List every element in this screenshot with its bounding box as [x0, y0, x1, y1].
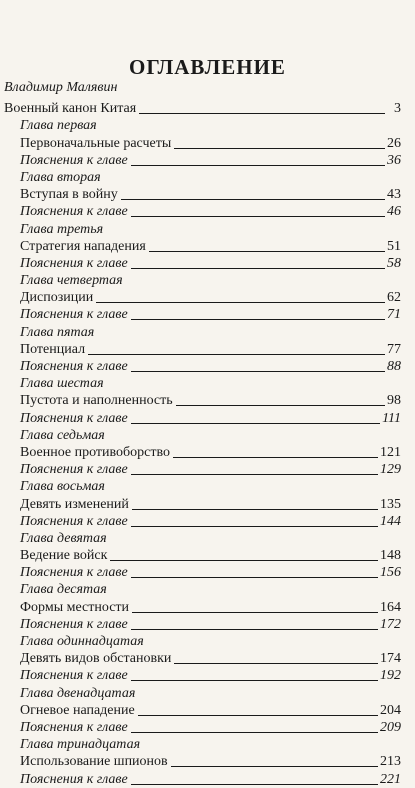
toc-entry-label: Военный канон Китая — [4, 101, 137, 117]
toc-entry-label: Ведение войск — [20, 548, 108, 564]
toc-note-entry — [0, 358, 415, 375]
toc-leader-line — [138, 715, 378, 716]
toc-entry-label: Глава двенадцатая — [20, 685, 136, 701]
toc-page-number: 43 — [387, 187, 401, 203]
toc-leader-line — [88, 354, 385, 355]
toc-entry-label: Пояснения к главе — [20, 204, 128, 220]
toc-entry-label: Пояснения к главе — [20, 719, 128, 735]
toc-chapter-entry — [0, 427, 415, 444]
toc-chapter-entry — [0, 169, 415, 186]
toc-page-number: 88 — [387, 359, 401, 374]
toc-chapter-entry — [0, 684, 415, 701]
toc-chapter-entry — [0, 117, 415, 134]
toc-page-number: 46 — [387, 204, 401, 220]
toc-entry-label: Глава первая — [20, 118, 97, 134]
toc-entry-label: Девять видов обстановки — [20, 651, 172, 667]
toc-page-number: 164 — [380, 599, 401, 615]
toc-page-number: 213 — [380, 754, 401, 770]
page-title: ОГЛАВЛЕНИЕ — [129, 55, 286, 79]
toc-entry-label: Глава девятая — [20, 530, 107, 546]
toc-leader-line — [149, 251, 385, 252]
toc-section-entry — [0, 495, 415, 512]
toc-main-entry — [0, 100, 415, 117]
toc-leader-line — [131, 577, 378, 578]
toc-leader-line — [173, 457, 378, 458]
author-name: Владимир Малявин — [4, 80, 118, 95]
toc-section-entry — [0, 134, 415, 151]
toc-leader-line — [174, 663, 378, 664]
toc-section-entry — [0, 186, 415, 203]
table-of-contents — [0, 100, 415, 788]
toc-page-number: 135 — [380, 496, 401, 512]
toc-entry-label: Потенциал — [20, 341, 86, 357]
toc-section-entry — [0, 289, 415, 306]
toc-entry-label: Пустота и наполненность — [20, 393, 173, 409]
toc-leader-line — [131, 165, 385, 166]
toc-note-entry — [0, 306, 415, 323]
toc-entry-label: Формы местности — [20, 599, 130, 615]
toc-entry-label: Пояснения к главе — [20, 152, 128, 168]
toc-entry-label: Огневое нападение — [20, 702, 135, 718]
toc-entry-label: Глава шестая — [20, 376, 104, 392]
toc-entry-label: Пояснения к главе — [20, 565, 128, 581]
toc-leader-line — [131, 423, 380, 424]
toc-page-number: 129 — [380, 462, 401, 478]
toc-section-entry — [0, 392, 415, 409]
toc-note-entry — [0, 461, 415, 478]
toc-page-number: 156 — [380, 565, 401, 581]
toc-leader-line — [131, 732, 378, 733]
toc-leader-line — [131, 216, 385, 217]
toc-entry-label: Пояснения к главе — [20, 616, 128, 632]
toc-note-entry — [0, 409, 415, 426]
toc-leader-line — [132, 509, 378, 510]
toc-entry-label: Использование шпионов — [20, 754, 168, 770]
toc-entry-label: Пояснения к главе — [20, 359, 128, 374]
toc-entry-label: Глава третья — [20, 221, 104, 237]
toc-leader-line — [171, 766, 378, 767]
toc-leader-line — [132, 612, 378, 613]
toc-note-entry — [0, 513, 415, 530]
toc-entry-label: Диспозиции — [20, 290, 94, 306]
toc-page-number: 148 — [380, 548, 401, 564]
toc-leader-line — [131, 629, 378, 630]
toc-note-entry — [0, 770, 415, 787]
toc-chapter-entry — [0, 736, 415, 753]
toc-entry-label: Глава тринадцатая — [20, 737, 141, 753]
toc-leader-line — [131, 526, 378, 527]
toc-chapter-entry — [0, 375, 415, 392]
toc-entry-label: Пояснения к главе — [20, 255, 128, 271]
toc-chapter-entry — [0, 323, 415, 340]
toc-page-number: 62 — [387, 290, 401, 306]
toc-entry-label: Глава одиннадцатая — [20, 634, 144, 649]
toc-chapter-entry — [0, 581, 415, 598]
toc-entry-label: Вступая в войну — [20, 187, 118, 203]
toc-entry-label: Пояснения к главе — [20, 668, 128, 684]
toc-section-entry — [0, 598, 415, 615]
toc-page-number: 36 — [387, 152, 401, 168]
toc-note-entry — [0, 203, 415, 220]
toc-entry-label: Пояснения к главе — [20, 307, 128, 323]
toc-entry-label: Глава вторая — [20, 169, 101, 185]
toc-page-number: 71 — [387, 307, 401, 323]
toc-leader-line — [131, 319, 385, 320]
toc-entry-label: Пояснения к главе — [20, 513, 128, 529]
toc-entry-label: Глава пятая — [20, 324, 95, 340]
toc-section-entry — [0, 444, 415, 461]
toc-entry-label: Пояснения к главе — [20, 462, 128, 478]
toc-chapter-entry — [0, 478, 415, 495]
toc-entry-label: Военное противоборство — [20, 444, 170, 460]
toc-page-number: 192 — [380, 668, 401, 684]
toc-page-number: 111 — [382, 410, 401, 426]
toc-leader-line — [131, 680, 378, 681]
toc-page-number: 58 — [387, 255, 401, 271]
toc-entry-label: Глава восьмая — [20, 479, 105, 495]
toc-leader-line — [131, 268, 385, 269]
toc-leader-line — [110, 560, 378, 561]
toc-section-entry — [0, 547, 415, 564]
toc-note-entry — [0, 719, 415, 736]
toc-entry-label: Первоначальные расчеты — [20, 135, 172, 151]
toc-page-number: 204 — [380, 702, 401, 718]
toc-leader-line — [174, 148, 385, 149]
toc-leader-line — [131, 371, 385, 372]
toc-page-number: 144 — [380, 513, 401, 529]
toc-note-entry — [0, 564, 415, 581]
toc-section-entry — [0, 650, 415, 667]
toc-page-number: 3 — [394, 101, 401, 117]
toc-page-number: 174 — [380, 651, 401, 667]
toc-section-entry — [0, 753, 415, 770]
toc-entry-label: Пояснения к главе — [20, 771, 128, 787]
toc-note-entry — [0, 255, 415, 272]
toc-page-number: 172 — [380, 616, 401, 632]
toc-leader-line — [139, 113, 385, 114]
toc-leader-line — [176, 405, 385, 406]
toc-leader-line — [131, 784, 378, 785]
toc-page-number: 98 — [387, 393, 401, 409]
toc-section-entry — [0, 702, 415, 719]
toc-chapter-entry — [0, 530, 415, 547]
toc-page-number: 121 — [380, 444, 401, 460]
toc-chapter-entry — [0, 272, 415, 289]
toc-entry-label: Глава десятая — [20, 582, 107, 598]
toc-page-number: 209 — [380, 719, 401, 735]
toc-entry-label: Глава седьмая — [20, 427, 105, 443]
toc-entry-label: Глава четвертая — [20, 273, 123, 289]
toc-chapter-entry — [0, 220, 415, 237]
toc-note-entry — [0, 152, 415, 169]
toc-leader-line — [121, 199, 385, 200]
toc-chapter-entry — [0, 633, 415, 650]
toc-page-number: 26 — [387, 135, 401, 151]
toc-entry-label: Девять изменений — [20, 496, 129, 512]
toc-section-entry — [0, 341, 415, 358]
toc-page-number: 51 — [387, 238, 401, 254]
toc-entry-label: Стратегия нападения — [20, 238, 146, 254]
toc-page-number: 221 — [380, 771, 401, 787]
toc-note-entry — [0, 667, 415, 684]
toc-leader-line — [96, 302, 385, 303]
toc-note-entry — [0, 616, 415, 633]
toc-entry-label: Пояснения к главе — [20, 410, 128, 426]
toc-page-number: 77 — [387, 341, 401, 357]
toc-section-entry — [0, 238, 415, 255]
toc-leader-line — [131, 474, 378, 475]
